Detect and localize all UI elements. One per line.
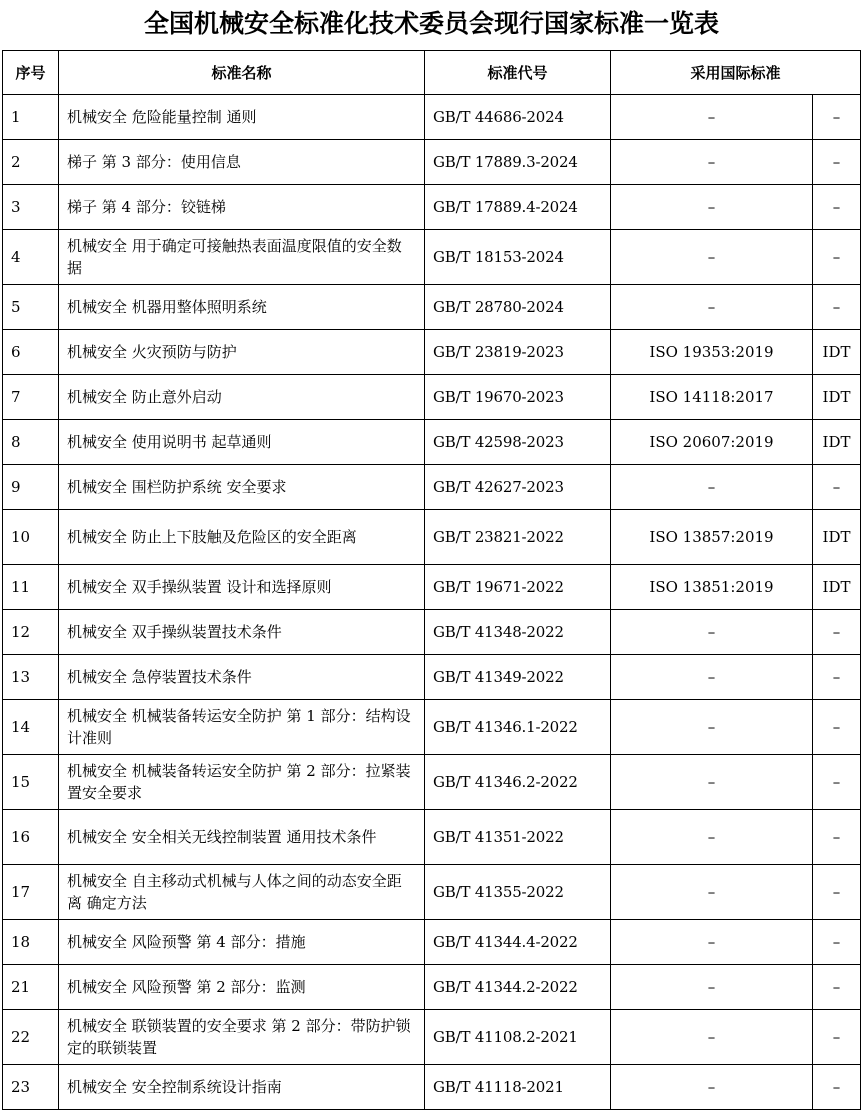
table-row: [3, 330, 861, 375]
row-index: 17: [3, 865, 59, 920]
table-row: [3, 755, 861, 810]
row-standard-code: GB/T 42627-2023: [425, 465, 611, 510]
row-intl-standard: –: [611, 755, 813, 810]
row-index: 23: [3, 1065, 59, 1110]
row-standard-code: GB/T 41344.4-2022: [425, 920, 611, 965]
table-row: [3, 920, 861, 965]
page-title: 全国机械安全标准化技术委员会现行国家标准一览表: [143, 9, 719, 38]
row-index: 1: [3, 95, 59, 140]
table-row: [3, 700, 861, 755]
row-index: 21: [3, 965, 59, 1010]
table-row: [3, 965, 861, 1010]
row-standard-code: GB/T 19670-2023: [425, 375, 611, 420]
row-intl-standard: –: [611, 465, 813, 510]
table-row: [3, 465, 861, 510]
row-intl-standard: –: [611, 285, 813, 330]
table-row: [3, 510, 861, 565]
table-row: [3, 865, 861, 920]
row-standard-name: 梯子 第 3 部分：使用信息: [59, 140, 425, 185]
row-intl-standard: –: [611, 810, 813, 865]
row-adoption-relation: –: [813, 810, 861, 865]
row-index: 7: [3, 375, 59, 420]
row-standard-name: 机械安全 使用说明书 起草通则: [59, 420, 425, 465]
row-index: 4: [3, 230, 59, 285]
row-adoption-relation: IDT: [813, 375, 861, 420]
row-intl-standard: –: [611, 1010, 813, 1065]
table-row: [3, 375, 861, 420]
row-index: 6: [3, 330, 59, 375]
table-row: [3, 185, 861, 230]
row-adoption-relation: –: [813, 1010, 861, 1065]
row-standard-code: GB/T 23819-2023: [425, 330, 611, 375]
row-standard-code: GB/T 41348-2022: [425, 610, 611, 655]
row-intl-standard: –: [611, 865, 813, 920]
table-row: [3, 1065, 861, 1110]
standards-table: [2, 50, 861, 1110]
row-standard-code: GB/T 41108.2-2021: [425, 1010, 611, 1065]
row-intl-standard: ISO 13851:2019: [611, 565, 813, 610]
row-index: 5: [3, 285, 59, 330]
row-standard-name: 机械安全 防止意外启动: [59, 375, 425, 420]
row-standard-name: 梯子 第 4 部分：铰链梯: [59, 185, 425, 230]
row-standard-name: 机械安全 用于确定可接触热表面温度限值的安全数据: [59, 230, 425, 285]
row-adoption-relation: IDT: [813, 565, 861, 610]
row-standard-code: GB/T 41351-2022: [425, 810, 611, 865]
row-adoption-relation: –: [813, 185, 861, 230]
row-intl-standard: –: [611, 95, 813, 140]
table-row: [3, 140, 861, 185]
table-row: [3, 610, 861, 655]
row-standard-code: GB/T 41344.2-2022: [425, 965, 611, 1010]
table-row: [3, 810, 861, 865]
row-standard-name: 机械安全 危险能量控制 通则: [59, 95, 425, 140]
row-index: 14: [3, 700, 59, 755]
row-adoption-relation: –: [813, 755, 861, 810]
row-index: 22: [3, 1010, 59, 1065]
row-standard-code: GB/T 19671-2022: [425, 565, 611, 610]
table-row: [3, 1010, 861, 1065]
row-adoption-relation: –: [813, 700, 861, 755]
row-standard-code: GB/T 17889.3-2024: [425, 140, 611, 185]
row-intl-standard: –: [611, 230, 813, 285]
row-standard-name: 机械安全 双手操纵装置 设计和选择原则: [59, 565, 425, 610]
row-standard-code: GB/T 41346.1-2022: [425, 700, 611, 755]
table-row: [3, 95, 861, 140]
row-intl-standard: ISO 19353:2019: [611, 330, 813, 375]
header-code: 标准代号: [425, 51, 611, 95]
row-adoption-relation: –: [813, 230, 861, 285]
row-adoption-relation: –: [813, 1065, 861, 1110]
row-adoption-relation: –: [813, 140, 861, 185]
row-standard-code: GB/T 44686-2024: [425, 95, 611, 140]
table-row: [3, 420, 861, 465]
table-row: [3, 285, 861, 330]
row-standard-name: 机械安全 火灾预防与防护: [59, 330, 425, 375]
row-standard-name: 机械安全 急停装置技术条件: [59, 655, 425, 700]
row-adoption-relation: IDT: [813, 420, 861, 465]
row-index: 13: [3, 655, 59, 700]
row-adoption-relation: –: [813, 610, 861, 655]
row-adoption-relation: –: [813, 920, 861, 965]
row-standard-name: 机械安全 风险预警 第 2 部分：监测: [59, 965, 425, 1010]
row-standard-code: GB/T 41349-2022: [425, 655, 611, 700]
row-index: 8: [3, 420, 59, 465]
header-index: 序号: [3, 51, 59, 95]
row-standard-name: 机械安全 安全相关无线控制装置 通用技术条件: [59, 810, 425, 865]
header-intl-standard: 采用国际标准: [611, 51, 861, 95]
row-adoption-relation: –: [813, 965, 861, 1010]
row-index: 10: [3, 510, 59, 565]
row-intl-standard: –: [611, 1065, 813, 1110]
row-standard-name: 机械安全 安全控制系统设计指南: [59, 1065, 425, 1110]
row-index: 11: [3, 565, 59, 610]
row-intl-standard: –: [611, 700, 813, 755]
row-standard-name: 机械安全 防止上下肢触及危险区的安全距离: [59, 510, 425, 565]
row-standard-code: GB/T 42598-2023: [425, 420, 611, 465]
row-standard-name: 机械安全 机械装备转运安全防护 第 1 部分：结构设计准则: [59, 700, 425, 755]
row-adoption-relation: –: [813, 655, 861, 700]
row-index: 16: [3, 810, 59, 865]
row-intl-standard: ISO 20607:2019: [611, 420, 813, 465]
row-intl-standard: –: [611, 920, 813, 965]
row-intl-standard: ISO 13857:2019: [611, 510, 813, 565]
row-index: 9: [3, 465, 59, 510]
row-adoption-relation: –: [813, 95, 861, 140]
row-index: 15: [3, 755, 59, 810]
row-standard-name: 机械安全 自主移动式机械与人体之间的动态安全距离 确定方法: [59, 865, 425, 920]
table-header-row: [3, 51, 861, 95]
row-intl-standard: –: [611, 185, 813, 230]
row-index: 12: [3, 610, 59, 655]
row-intl-standard: –: [611, 965, 813, 1010]
row-intl-standard: –: [611, 610, 813, 655]
row-standard-name: 机械安全 联锁装置的安全要求 第 2 部分：带防护锁定的联锁装置: [59, 1010, 425, 1065]
row-standard-code: GB/T 18153-2024: [425, 230, 611, 285]
row-adoption-relation: IDT: [813, 510, 861, 565]
row-standard-code: GB/T 17889.4-2024: [425, 185, 611, 230]
row-adoption-relation: –: [813, 285, 861, 330]
row-standard-name: 机械安全 机械装备转运安全防护 第 2 部分：拉紧装置安全要求: [59, 755, 425, 810]
table-row: [3, 565, 861, 610]
row-index: 18: [3, 920, 59, 965]
table-row: [3, 655, 861, 700]
row-adoption-relation: –: [813, 465, 861, 510]
row-intl-standard: ISO 14118:2017: [611, 375, 813, 420]
row-standard-code: GB/T 41118-2021: [425, 1065, 611, 1110]
row-standard-name: 机械安全 双手操纵装置技术条件: [59, 610, 425, 655]
row-adoption-relation: –: [813, 865, 861, 920]
table-row: [3, 230, 861, 285]
row-standard-code: GB/T 41346.2-2022: [425, 755, 611, 810]
row-intl-standard: –: [611, 655, 813, 700]
row-standard-name: 机械安全 围栏防护系统 安全要求: [59, 465, 425, 510]
row-index: 3: [3, 185, 59, 230]
header-name: 标准名称: [59, 51, 425, 95]
row-standard-code: GB/T 28780-2024: [425, 285, 611, 330]
row-standard-code: GB/T 23821-2022: [425, 510, 611, 565]
row-standard-code: GB/T 41355-2022: [425, 865, 611, 920]
row-standard-name: 机械安全 风险预警 第 4 部分：措施: [59, 920, 425, 965]
row-standard-name: 机械安全 机器用整体照明系统: [59, 285, 425, 330]
row-intl-standard: –: [611, 140, 813, 185]
row-index: 2: [3, 140, 59, 185]
row-adoption-relation: IDT: [813, 330, 861, 375]
